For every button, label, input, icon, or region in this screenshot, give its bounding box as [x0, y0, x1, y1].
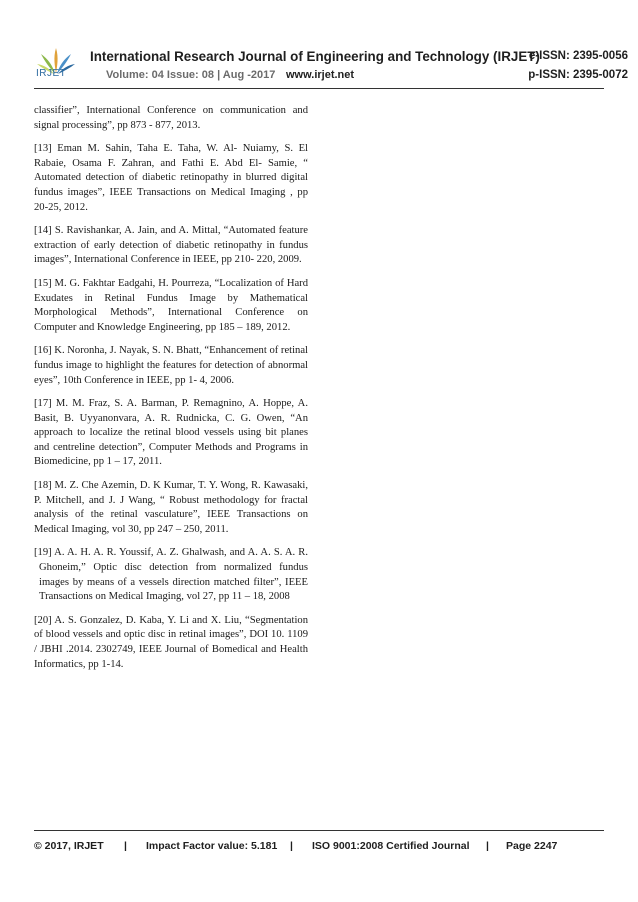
reference-item: [15] M. G. Fakhtar Eadgahi, H. Pourreza, “Localization of Hard Exudates in Retinal Fundus Image by Mathematical Morphological Methods”, International Conference on Computer and Knowledge Engineering, pp 185 – 189, 2012. — [34, 277, 308, 333]
irjet-logo-icon — [36, 44, 76, 86]
page-header — [0, 0, 638, 92]
reference-list — [34, 104, 308, 681]
logo-text: IRJET — [36, 68, 67, 79]
reference-item: [16] K. Noronha, J. Nayak, S. N. Bhatt, “Enhancement of retinal fundus image to highlight the features for detection of abnormal eyes”, 10th Conference in IEEE, pp 1- 4, 2006. — [34, 345, 308, 386]
volume-issue: Volume: 04 Issue: 08 | Aug -2017 — [106, 69, 276, 81]
header-divider — [34, 88, 604, 89]
reference-item: [18] M. Z. Che Azemin, D. K Kumar, T. Y. Wong, R. Kawasaki, P. Mitchell, and J. J Wang, “ Robust methodology for fractal analysis of the retinal vasculature”, IEEE Transactions on Medical Imaging, vol 30, pp 247 – 250, 2011. — [34, 480, 308, 535]
page-footer — [34, 840, 604, 856]
website-link[interactable]: www.irjet.net — [286, 69, 355, 81]
reference-item: classifier”, International Conference on communication and signal processing”, pp 873 - 877, 2013. — [34, 105, 308, 131]
footer-iso: ISO 9001:2008 Certified Journal — [312, 840, 470, 852]
reference-item: [17] M. M. Fraz, S. A. Barman, P. Remagnino, A. Hoppe, A. Basit, B. Uyyanonvara, A. R. Rudnicka, C. G. Owen, “An approach to localize the retinal blood vessels using bit planes and centreline detection”, Computer Methods and Programs in Biomedicine, pp 1 – 17, 2011. — [34, 398, 308, 468]
journal-title: International Research Journal of Engineering and Technology (IRJET) — [90, 49, 540, 64]
footer-impact-factor: Impact Factor value: 5.181 — [146, 840, 278, 852]
footer-separator: | — [124, 840, 127, 852]
footer-separator: | — [486, 840, 489, 852]
reference-item: [20] A. S. Gonzalez, D. Kaba, Y. Li and X. Liu, “Segmentation of blood vessels and optic disc in retinal images”, DOI 10. 1109 / JBHI .2014. 2302749, IEEE Journal of Bomedical and Health Informatics, pp 1-14. — [34, 614, 308, 670]
footer-page-number: Page 2247 — [506, 840, 558, 852]
footer-divider — [34, 830, 604, 831]
p-issn: p-ISSN: 2395-0072 — [528, 69, 628, 81]
footer-separator: | — [290, 840, 293, 852]
reference-item: [14] S. Ravishankar, A. Jain, and A. Mittal, “Automated feature extraction of early detection of diabetic retinopathy in fundus images”, International Conference in IEEE, pp 210- 220, 2009. — [34, 225, 308, 266]
e-issn: e-ISSN: 2395-0056 — [528, 50, 628, 62]
reference-item: [13] Eman M. Sahin, Taha E. Taha, W. Al- Nuiamy, S. El Rabaie, Osama F. Zahran, and Fathi E. Abd El- Samie, “ Automated detection of diabetic retinopathy in blurred digital fundus images”, IEEE Transactions on Medical Imaging , pp 20-25, 2012. — [34, 143, 308, 213]
footer-copyright: © 2017, IRJET — [34, 840, 104, 852]
reference-item: [19] A. A. H. A. R. Youssif, A. Z. Ghalwash, and A. A. S. A. R. Ghoneim,” Optic disc detection from normalized fundus images by means of a vessels direction matched filter”, IEEE Transactions on Medical Imaging, vol 27, pp 11 – 18, 2008 — [34, 547, 308, 603]
